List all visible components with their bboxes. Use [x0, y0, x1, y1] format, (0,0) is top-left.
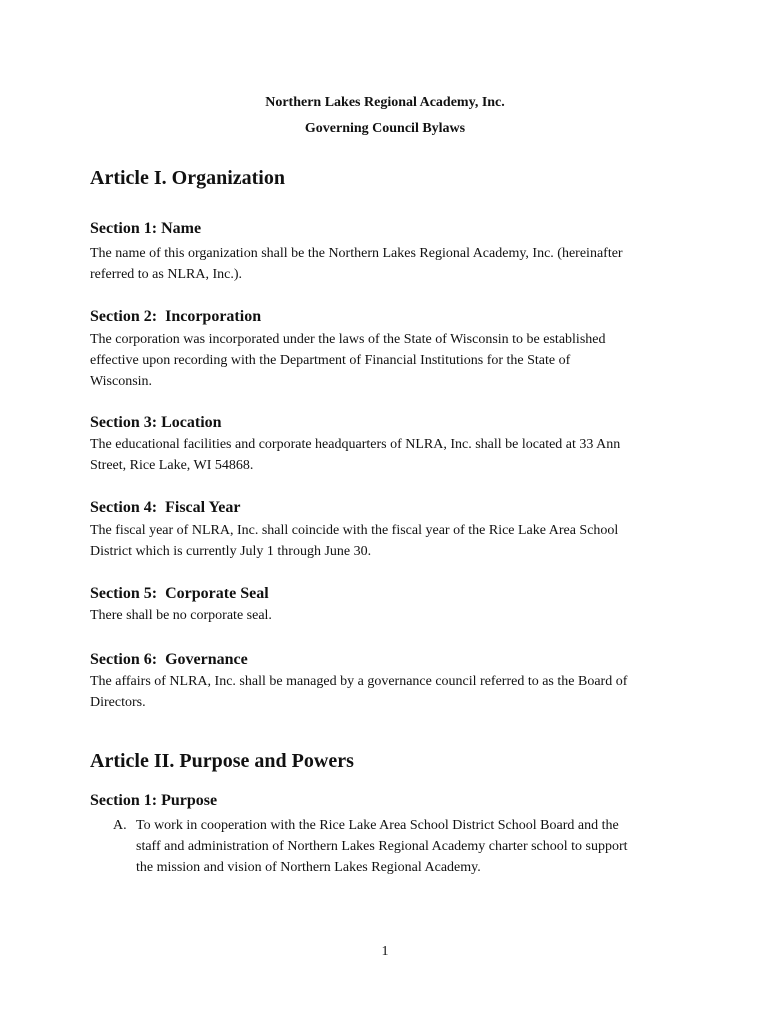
section-2-incorporation-heading: Section 2: Incorporation [90, 308, 262, 325]
article-2-section-1-purpose-heading: Section 1: Purpose [90, 792, 218, 809]
section-3-location-heading: Section 3: Location [90, 414, 222, 431]
section-6-governance-body [90, 672, 680, 714]
paragraph-line: To work in cooperation with the Rice Lake Area School District School Board and the [136, 818, 619, 833]
paragraph-line: effective upon recording with the Department of Financial Institutions for the State of [90, 352, 571, 368]
section-6-governance-heading: Section 6: Governance [90, 651, 248, 668]
section-4-fiscal-year-heading: Section 4: Fiscal Year [90, 499, 241, 516]
paragraph-line: There shall be no corporate seal. [90, 608, 272, 623]
paragraph-line: staff and administration of Northern Lakes Regional Academy charter school to support [136, 838, 628, 854]
paragraph-line: The corporation was incorporated under the laws of the State of Wisconsin to be established [90, 332, 606, 347]
paragraph-line: The educational facilities and corporate headquarters of NLRA, Inc. shall be located at 33 Ann [90, 437, 621, 452]
paragraph-line: Street, Rice Lake, WI 54868. [90, 457, 254, 473]
page-number: 1 [381, 944, 389, 959]
list-marker: A. [113, 818, 127, 833]
organization-name: Northern Lakes Regional Academy, Inc. [265, 95, 505, 110]
list-item-text [136, 816, 628, 878]
paragraph-line: The affairs of NLRA, Inc. shall be managed by a governance council referred to as the Board of [90, 674, 628, 689]
article-2-heading: Article II. Purpose and Powers [90, 750, 354, 772]
paragraph-line: The fiscal year of NLRA, Inc. shall coincide with the fiscal year of the Rice Lake Area School [90, 523, 619, 538]
article-1-heading: Article I. Organization [90, 167, 285, 189]
paragraph-line: The name of this organization shall be the Northern Lakes Regional Academy, Inc. (hereinafter [90, 246, 623, 261]
section-4-fiscal-year-body [90, 521, 680, 563]
paragraph-line: the mission and vision of Northern Lakes Regional Academy. [136, 859, 481, 875]
section-1-name-heading: Section 1: Name [90, 220, 202, 237]
paragraph-line: District which is currently July 1 through June 30. [90, 543, 372, 559]
paragraph-line: referred to as NLRA, Inc.). [90, 266, 242, 282]
paragraph-line: Directors. [90, 694, 146, 710]
document-title: Governing Council Bylaws [304, 121, 466, 136]
section-2-incorporation-body [90, 330, 680, 392]
section-5-corporate-seal-heading: Section 5: Corporate Seal [90, 585, 269, 602]
section-5-corporate-seal-body [90, 606, 680, 627]
paragraph-line: Wisconsin. [90, 373, 153, 389]
section-1-name-body [90, 244, 680, 286]
section-3-location-body [90, 435, 680, 477]
